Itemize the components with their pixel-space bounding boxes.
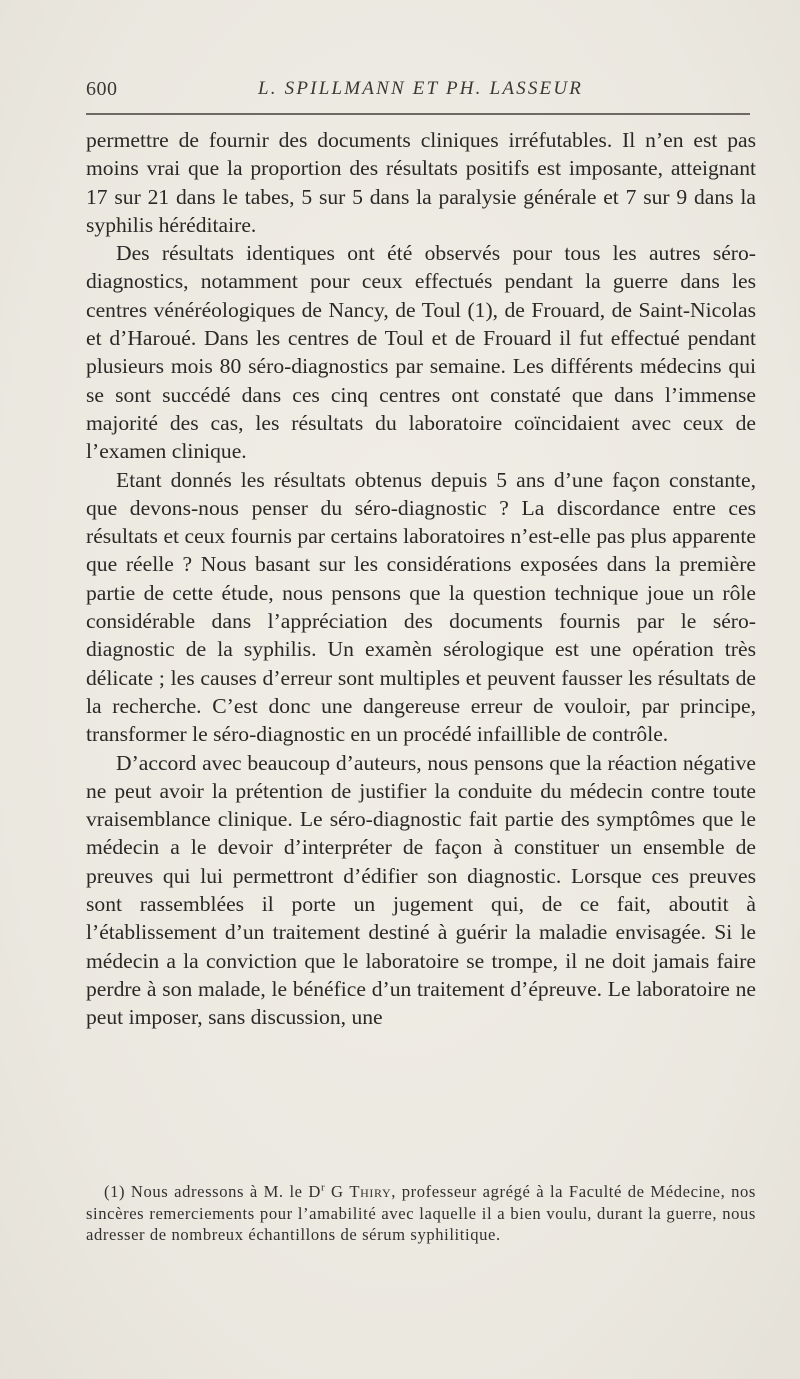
paragraph-2: Des résultats identiques ont été observés pour tous les autres séro-diagnostics, notamment pour ceux effectués pendant la guerre dans les centres vénéréologiques de Nancy, de Toul (1), de Frouard, de Saint-Nicolas et d’Haroué. Dans les centres de Toul et de Frouard il fut effectué pendant plusieurs mois 80 séro-diagnostics par semaine. Les différents médecins qui se sont succédé dans ces cinq centres ont constaté que dans l’immense majorité des cas, les résultats du laboratoire coïncidaient avec ceux de l’examen clinique. (86, 241, 756, 464)
footnote-before: (1) Nous adressons à M. le D (104, 1182, 321, 1201)
page-header (86, 78, 750, 108)
footnote-sup: r (321, 1181, 326, 1194)
paragraph-3: Etant donnés les résultats obtenus depuis 5 ans d’une façon constante, que devons-nous penser du séro-diagnostic ? La discordance entre ces résultats et ceux fournis par certains laboratoires n’est-elle pas plus apparente que réelle ? Nous basant sur les considérations exposées dans la première partie de cette étude, nous pensons que la question technique joue un rôle considérable dans l’appréciation des documents fournis par le séro-diagnostic de la syphilis. Un examèn sérologique est une opération très délicate ; les causes d’erreur sont multiples et peuvent fausser les résultats de la recherche. C’est donc une dangereuse erreur de vouloir, par principe, transformer le séro-diagnostic en un procédé infaillible de contrôle. (86, 467, 756, 747)
paragraph-4: D’accord avec beaucoup d’auteurs, nous pensons que la réaction négative ne peut avoir la prétention de justifier la conduite du médecin contre toute vraisemblance clinique. Le séro-diagnostic fait partie des symptômes que le médecin a le devoir d’interpréter de façon à constituer un ensemble de preuves qui lui permettront d’édifier son diagnostic. Lorsque ces preuves sont rassemblées il porte un jugement qui, de ce fait, aboutit à l’établissement d’un traitement destiné à guérir la maladie envisagée. Si le médecin a la conviction que le laboratoire se trompe, il ne doit jamais faire perdre à son malade, le bénéfice d’un traitement d’épreuve. Le laboratoire ne peut imposer, sans discussion, une (86, 750, 756, 1030)
paragraph-1: permettre de fournir des documents cliniques irréfutables. Il n’en est pas moins vrai que la proportion des résultats positifs est imposante, atteignant 17 sur 21 dans le tabes, 5 sur 5 dans la paralysie générale et 7 sur 9 dans la syphilis héréditaire. (86, 128, 756, 237)
running-head: L. SPILLMANN ET PH. LASSEUR (258, 78, 584, 99)
footnote-after: , professeur agrégé à la Faculté de Médecine, nos sincères remerciements pour l’amabilité avec laquelle il a bien voulu, durant la guerre, nous adresser de nombreux échantillons de sérum syphilitique. (86, 1182, 756, 1244)
header-rule (86, 113, 750, 115)
footnote-text (86, 1181, 756, 1246)
body-text (86, 126, 756, 1032)
footnote-space: G (325, 1182, 350, 1201)
page-number: 600 (86, 78, 118, 100)
footnote (86, 1181, 756, 1246)
footnote-name: Thiry (349, 1182, 392, 1201)
